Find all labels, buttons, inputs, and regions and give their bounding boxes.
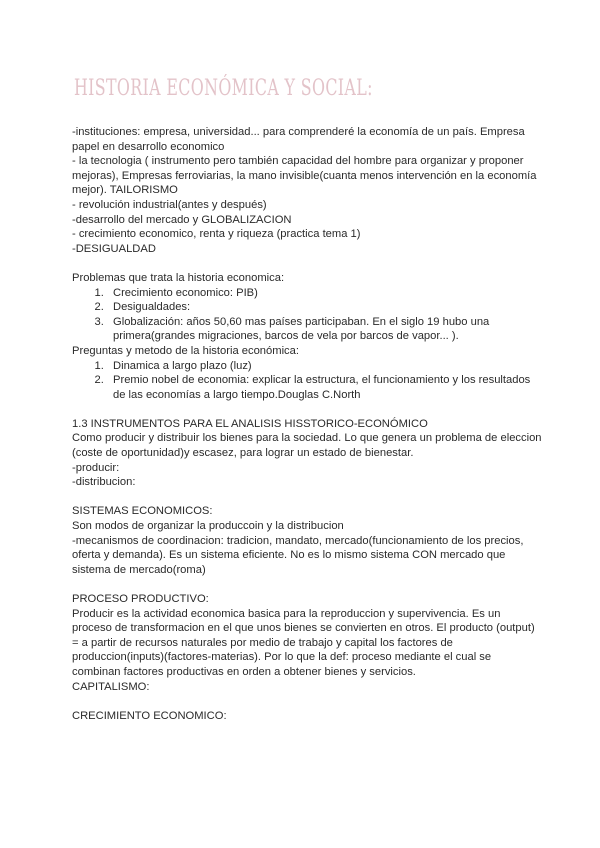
- problemas-list: [72, 286, 542, 344]
- sistemas-line: Son modos de organizar la produccoin y la distribucion: [72, 520, 344, 533]
- intro-line: - la tecnologia ( instrumento pero también capacidad del hombre para organizar y proponer mejoras), Empresas ferroviarias, la mano invisible(cuanta menos intervención en la economía mejor). TAILORISMO: [72, 155, 537, 197]
- intro-line: -desarrollo del mercado y GLOBALIZACION: [72, 213, 292, 226]
- list-item: 1. Dinamica a largo plazo (luz): [107, 359, 542, 374]
- instrumentos-line: Como producir y distribuir los bienes para la sociedad. Lo que genera un problema de eleccion (coste de oportunidad)y escasez, para lograr un estado de bienestar.: [72, 432, 542, 460]
- preguntas-heading: Preguntas y metodo de la historia económica:: [72, 344, 299, 357]
- intro-line: -instituciones: empresa, universidad... para comprenderé la economía de un país. Empresa papel en desarrollo economico: [72, 126, 525, 153]
- intro-line: -DESIGUALDAD: [72, 242, 156, 255]
- list-item: 3. Globalización: años 50,60 mas países participaban. En el siglo 19 hubo una primera(grandes migraciones, barcos de vela por barcos de vapor... ).: [107, 315, 542, 344]
- preguntas-list: [72, 359, 542, 403]
- problemas-heading: Problemas que trata la historia economica:: [72, 271, 285, 284]
- crecimiento-heading: CRECIMIENTO ECONOMICO:: [72, 709, 227, 722]
- proceso-line: Producir es la actividad economica basica para la reproduccion y supervivencia. Es un proceso de transformacion en el que unos bienes se convierten en otros. El producto (output) = a partir de recursos naturales por medio de trabajo y capital los factores de produccion(inputs)(factores-materias). Por lo que la def: proceso mediante el cual se combinan factores productivas en orden a obtener bienes y servicios.: [72, 607, 535, 678]
- sistemas-heading: SISTEMAS ECONOMICOS:: [72, 505, 213, 518]
- list-item: 1. Crecimiento economico: PIB): [107, 286, 542, 301]
- intro-line: - crecimiento economico, renta y riqueza (practica tema 1): [72, 228, 361, 241]
- document-body: [72, 125, 542, 723]
- instrumentos-heading: 1.3 INSTRUMENTOS PARA EL ANALISIS HISSTORICO-ECONÓMICO: [72, 417, 428, 430]
- proceso-heading: PROCESO PRODUCTIVO:: [72, 593, 209, 605]
- instrumentos-line: -producir:: [72, 461, 120, 474]
- list-item: 2. Premio nobel de economia: explicar la estructura, el funcionamiento y los resultados de las economías a largo tiempo.Douglas C.North: [107, 373, 542, 402]
- capitalismo-heading: CAPITALISMO:: [72, 680, 150, 693]
- list-item: 2. Desigualdades:: [107, 300, 542, 315]
- intro-line: - revolución industrial(antes y después): [72, 198, 267, 211]
- instrumentos-line: -distribucion:: [72, 476, 136, 489]
- sistemas-line: -mecanismos de coordinacion: tradicion, mandato, mercado(funcionamiento de los precios, oferta y demanda). Es un sistema eficiente. No es lo mismo sistema CON mercado que sistema de mercado(roma): [72, 534, 524, 576]
- document-title: HISTORIA ECONÓMICA Y SOCIAL:: [74, 76, 373, 101]
